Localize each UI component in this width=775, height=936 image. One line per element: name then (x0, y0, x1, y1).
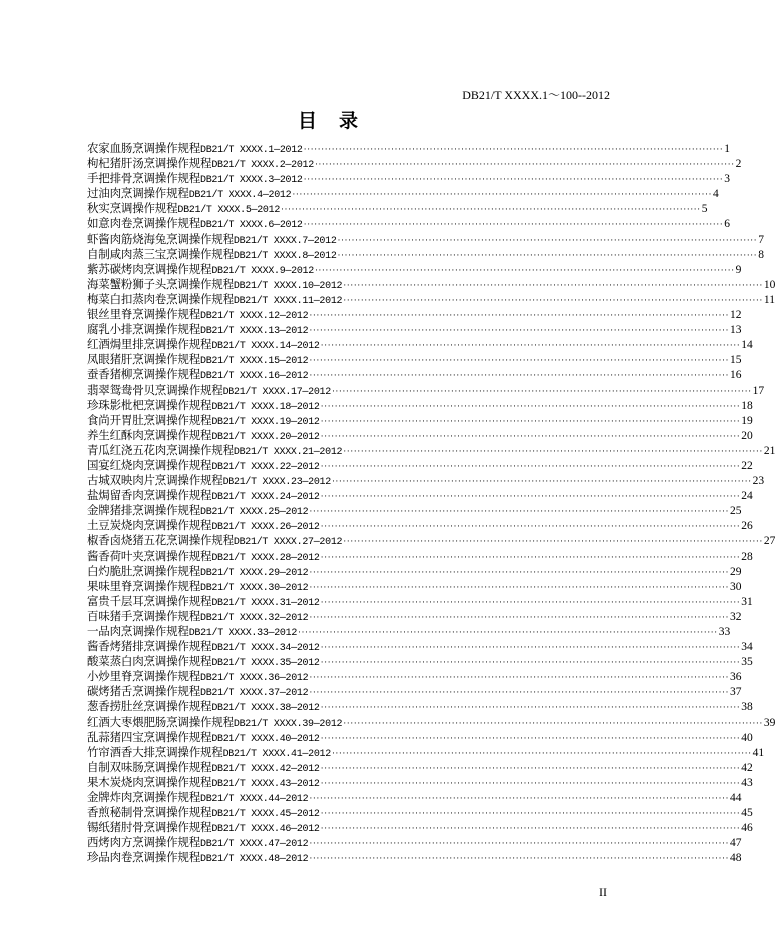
toc-entry-code: DB21/T XXXX.7—2012 (233, 235, 337, 247)
toc-entry-name: 香煎秘制骨烹调操作规程 (87, 805, 212, 820)
toc-entry-name: 翡翠鸳鸯骨贝烹调操作规程 (87, 382, 223, 397)
toc-entry-page: 36 (729, 671, 742, 684)
toc-entry[interactable] (87, 427, 753, 443)
toc-entry[interactable] (87, 352, 742, 368)
toc-entry-code: DB21/T XXXX.31—2012 (211, 597, 320, 609)
toc-entry[interactable] (87, 186, 719, 202)
toc-entry[interactable] (87, 397, 753, 413)
toc-entry[interactable] (87, 533, 775, 549)
toc-entry-page: 29 (729, 565, 742, 578)
toc-entry-name: 盐焗留香肉烹调操作规程 (87, 488, 212, 503)
toc-dot-leader: ························································································································ (309, 506, 729, 517)
toc-entry-code: DB21/T XXXX.27—2012 (233, 537, 343, 549)
toc-dot-leader: ························································································································ (343, 536, 763, 547)
toc-entry-name: 竹帘酒香大排烹调操作规程 (87, 744, 223, 759)
toc-entry-page: 22 (741, 459, 753, 472)
toc-entry-code: DB21/T XXXX.30—2012 (200, 582, 309, 594)
toc-entry-page: 30 (729, 580, 742, 593)
toc-entry-code: DB21/T XXXX.33—2012 (188, 628, 298, 639)
toc-entry-name: 红酒焗里排烹调操作规程 (87, 337, 212, 352)
toc-dot-leader: ························································································································ (320, 415, 741, 426)
toc-entry-code: DB21/T XXXX.35—2012 (211, 658, 320, 670)
toc-dot-leader: ························································································································ (303, 144, 724, 154)
toc-entry-page: 28 (741, 550, 753, 563)
toc-dot-leader: ························································································································ (343, 279, 763, 290)
toc-entry[interactable] (87, 639, 753, 655)
toc-entry-name: 百味猪手烹调操作规程 (87, 608, 200, 623)
toc-entry-code: DB21/T XXXX.41—2012 (222, 748, 331, 760)
toc-entry-name: 如意肉卷烹调操作规程 (87, 216, 200, 231)
toc-dot-leader: ························································································································ (320, 551, 741, 562)
toc-entry-name: 过油肉烹调操作规程 (87, 186, 189, 201)
toc-entry-code: DB21/T XXXX.46—2012 (211, 824, 320, 836)
toc-entry-name: 珍品肉卷烹调操作规程 (87, 850, 200, 865)
toc-entry-page: 32 (729, 610, 742, 623)
toc-entry-code: DB21/T XXXX.5—2012 (177, 205, 281, 217)
toc-entry-name: 锡纸猪肘骨烹调操作规程 (87, 820, 212, 835)
toc-entry[interactable] (87, 382, 765, 398)
toc-entry-page: 12 (729, 309, 742, 322)
toc-entry-name: 红酒大枣煨肥肠烹调操作规程 (87, 714, 234, 729)
toc-entry[interactable] (87, 322, 742, 338)
toc-entry-name: 果木炭烧肉烹调操作规程 (87, 774, 212, 789)
toc-entry-page: 40 (741, 731, 753, 744)
toc-entry-name: 珍珠影枇杷烹调操作规程 (87, 397, 212, 412)
toc-entry-name: 碳烤猪舌烹调操作规程 (87, 684, 200, 699)
toc-entry-page: 41 (752, 746, 765, 759)
toc-entry[interactable] (87, 744, 765, 760)
toc-entry-page: 15 (729, 354, 742, 367)
toc-entry[interactable] (87, 276, 775, 292)
toc-entry-name: 葱香捞肚丝烹调操作规程 (87, 699, 212, 714)
toc-entry-name: 银丝里脊烹调操作规程 (87, 307, 200, 322)
toc-entry-code: DB21/T XXXX.24—2012 (211, 492, 320, 504)
toc-dot-leader: ························································································································ (320, 702, 741, 713)
toc-entry-page: 27 (763, 535, 775, 548)
page-title: 目录 (297, 110, 380, 132)
toc-entry-name: 秋实烹调操作规程 (87, 201, 178, 216)
toc-entry[interactable] (87, 608, 742, 624)
toc-entry[interactable] (87, 291, 775, 307)
toc-entry-code: DB21/T XXXX.8—2012 (233, 250, 337, 262)
toc-entry[interactable] (87, 593, 753, 609)
toc-dot-leader: ························································································································ (320, 491, 741, 502)
toc-dot-leader: ························································································································ (309, 581, 729, 592)
toc-entry[interactable] (87, 835, 742, 851)
toc-dot-leader: ························································································································ (314, 159, 735, 170)
toc-dot-leader: ························································································································ (320, 762, 741, 773)
toc-dot-leader: ························································································································ (309, 370, 729, 381)
toc-entry-code: DB21/T XXXX.2—2012 (211, 160, 314, 172)
toc-entry[interactable] (87, 231, 764, 247)
toc-dot-leader: ························································································································ (309, 672, 729, 683)
toc-entry-page: 2 (735, 158, 742, 171)
toc-entry[interactable] (87, 820, 753, 836)
toc-entry-page: 4 (712, 188, 719, 201)
toc-entry[interactable] (87, 654, 753, 670)
toc-entry-page: 5 (701, 203, 708, 216)
toc-entry-name: 梅菜白扣蒸肉卷烹调操作规程 (87, 291, 234, 306)
toc-entry[interactable] (87, 307, 742, 323)
toc-entry-code: DB21/T XXXX.28—2012 (211, 552, 320, 564)
toc-entry-code: DB21/T XXXX.16—2012 (200, 371, 309, 383)
toc-entry[interactable] (87, 216, 731, 232)
toc-entry-page: 6 (724, 218, 731, 231)
toc-list (87, 141, 775, 866)
toc-entry-code: DB21/T XXXX.34—2012 (211, 643, 320, 655)
toc-dot-leader: ························································································································ (298, 627, 718, 637)
toc-entry[interactable] (87, 261, 742, 277)
toc-dot-leader: ························································································································ (320, 823, 741, 834)
toc-entry-page: 3 (724, 173, 731, 186)
toc-entry-name: 金牌猪排烹调操作规程 (87, 503, 200, 518)
toc-entry-name: 果味里脊烹调操作规程 (87, 578, 200, 593)
toc-entry-code: DB21/T XXXX.25—2012 (200, 507, 309, 519)
toc-entry-code: DB21/T XXXX.18—2012 (211, 401, 320, 413)
toc-entry-page: 18 (741, 399, 753, 412)
toc-entry[interactable] (87, 548, 753, 564)
toc-entry-page: 13 (729, 324, 742, 337)
toc-entry-page: 42 (741, 761, 753, 774)
toc-entry-code: DB21/T XXXX.17—2012 (222, 386, 331, 398)
toc-entry-name: 农家血肠烹调操作规程 (87, 141, 200, 155)
toc-dot-leader: ························································································································ (343, 445, 763, 456)
toc-entry[interactable] (87, 729, 753, 745)
toc-dot-leader: ························································································································ (320, 657, 741, 668)
toc-entry-page: 45 (741, 807, 753, 820)
toc-entry[interactable] (87, 412, 753, 428)
toc-entry[interactable] (87, 805, 753, 821)
toc-dot-leader: ························································································································ (331, 476, 752, 487)
toc-entry-page: 8 (758, 248, 764, 261)
toc-entry-page: 44 (729, 792, 742, 805)
toc-dot-leader: ························································································································ (309, 611, 729, 622)
toc-dot-leader: ························································································································ (320, 430, 741, 441)
toc-entry-code: DB21/T XXXX.40—2012 (211, 733, 320, 745)
toc-entry[interactable] (87, 774, 753, 790)
toc-entry-code: DB21/T XXXX.45—2012 (211, 809, 320, 821)
toc-entry-code: DB21/T XXXX.10—2012 (233, 280, 343, 292)
toc-entry-page: 25 (729, 505, 742, 518)
toc-entry-code: DB21/T XXXX.37—2012 (200, 688, 309, 700)
toc-entry-name: 土豆炭烧肉烹调操作规程 (87, 518, 212, 533)
toc-entry[interactable] (87, 156, 742, 172)
toc-entry-code: DB21/T XXXX.47—2012 (200, 839, 309, 851)
toc-entry[interactable] (87, 457, 753, 473)
toc-dot-leader: ························································································································ (309, 853, 729, 864)
toc-entry[interactable] (87, 684, 742, 700)
toc-entry-code: DB21/T XXXX.9—2012 (211, 265, 314, 277)
toc-entry-name: 小炒里脊烹调操作规程 (87, 669, 200, 684)
toc-entry[interactable] (87, 503, 742, 519)
toc-entry[interactable] (87, 624, 731, 639)
toc-entry-code: DB21/T XXXX.43—2012 (211, 778, 320, 790)
toc-entry-page: 26 (741, 520, 753, 533)
toc-dot-leader: ························································································································ (320, 460, 741, 471)
toc-entry-code: DB21/T XXXX.3—2012 (200, 175, 303, 187)
toc-entry-code: DB21/T XXXX.21—2012 (233, 446, 343, 458)
toc-entry-code: DB21/T XXXX.26—2012 (211, 522, 320, 534)
toc-dot-leader: ························································································································ (309, 566, 729, 577)
toc-entry-code: DB21/T XXXX.20—2012 (211, 431, 320, 443)
toc-entry-code: DB21/T XXXX.6—2012 (200, 220, 303, 232)
toc-entry-page: 31 (741, 595, 753, 608)
toc-entry-page: 9 (735, 263, 742, 276)
toc-entry[interactable] (87, 201, 708, 217)
toc-entry-code: DB21/T XXXX.29—2012 (200, 567, 309, 579)
toc-entry[interactable] (87, 563, 742, 579)
toc-dot-leader: ························································································································ (309, 838, 729, 849)
toc-entry-code: DB21/T XXXX.19—2012 (211, 416, 320, 428)
toc-entry-name: 自制咸肉蒸三宝烹调操作规程 (87, 246, 234, 261)
toc-entry-name: 古城双映肉片烹调操作规程 (87, 473, 223, 488)
toc-entry[interactable] (87, 337, 753, 353)
toc-entry[interactable] (87, 171, 731, 187)
toc-entry-name: 虾酱肉筋烧海兔烹调操作规程 (87, 231, 234, 246)
toc-dot-leader: ························································································································ (309, 325, 729, 336)
toc-entry-page: 47 (729, 837, 742, 850)
toc-entry-page: 20 (741, 429, 753, 442)
toc-entry-name: 养生红酥肉烹调操作规程 (87, 427, 212, 442)
toc-entry-name: 青瓜红浇五花肉烹调操作规程 (87, 442, 234, 457)
toc-entry[interactable] (87, 578, 742, 594)
toc-entry-page: 14 (741, 339, 753, 352)
toc-dot-leader: ························································································································ (331, 747, 752, 758)
toc-dot-leader: ························································································································ (303, 174, 724, 185)
toc-entry-name: 海菜蟹粉狮子头烹调操作规程 (87, 276, 234, 291)
toc-entry[interactable] (87, 518, 753, 534)
toc-entry-page: 1 (724, 143, 731, 155)
toc-entry-code: DB21/T XXXX.39—2012 (233, 718, 343, 730)
toc-dot-leader: ························································································································ (303, 219, 724, 230)
toc-dot-leader: ························································································································ (320, 521, 741, 532)
toc-entry-page: 23 (752, 475, 765, 488)
toc-entry-name: 椒香卤烧猪五花烹调操作规程 (87, 533, 234, 548)
toc-entry[interactable] (87, 699, 753, 715)
toc-entry-page: 10 (763, 278, 775, 291)
toc-entry-code: DB21/T XXXX.14—2012 (211, 341, 320, 353)
toc-entry-name: 一品肉烹调操作规程 (87, 624, 189, 638)
toc-entry-page: 46 (741, 822, 753, 835)
toc-dot-leader: ························································································································ (337, 249, 758, 260)
toc-dot-leader: ························································································································ (320, 340, 741, 351)
toc-entry-code: DB21/T XXXX.36—2012 (200, 673, 309, 685)
toc-entry-name: 国宴红烧肉烹调操作规程 (87, 457, 212, 472)
toc-entry-page: 38 (741, 701, 753, 714)
toc-entry-name: 富贵千层耳烹调操作规程 (87, 593, 212, 608)
toc-dot-leader: ························································································································ (320, 642, 741, 653)
toc-entry-name: 食尚开胃肚烹调操作规程 (87, 412, 212, 427)
toc-dot-leader: ························································································································ (309, 310, 729, 321)
toc-entry-code: DB21/T XXXX.32—2012 (200, 612, 309, 624)
toc-entry-name: 西烤肉方烹调操作规程 (87, 835, 200, 850)
page-number: II (599, 885, 607, 899)
toc-entry[interactable] (87, 759, 753, 775)
toc-entry-page: 17 (752, 384, 765, 397)
toc-entry-page: 37 (729, 686, 742, 699)
toc-entry-name: 自制双味肠烹调操作规程 (87, 759, 212, 774)
toc-entry[interactable] (87, 669, 742, 685)
toc-entry-code: DB21/T XXXX.42—2012 (211, 763, 320, 775)
toc-entry[interactable] (87, 442, 775, 458)
toc-dot-leader: ························································································································ (343, 294, 763, 305)
standard-header: DB21/T XXXX.1～100--2012 (462, 88, 610, 102)
toc-entry-name: 白灼脆肚烹调操作规程 (87, 563, 200, 578)
toc-entry-name: 腐乳小排烹调操作规程 (87, 322, 200, 337)
toc-entry[interactable] (87, 850, 742, 866)
toc-entry[interactable] (87, 367, 742, 383)
toc-dot-leader: ························································································································ (309, 793, 729, 804)
toc-entry-code: DB21/T XXXX.48—2012 (200, 854, 309, 866)
toc-dot-leader: ························································································································ (320, 596, 741, 607)
toc-entry-code: DB21/T XXXX.13—2012 (200, 326, 309, 338)
toc-entry-name: 手把排骨烹调操作规程 (87, 171, 200, 186)
toc-entry-page: 11 (763, 293, 775, 306)
toc-entry-name: 酱香荷叶夹烹调操作规程 (87, 548, 212, 563)
toc-entry-name: 枸杞猪肝汤烹调操作规程 (87, 156, 212, 171)
toc-entry[interactable] (87, 473, 765, 489)
toc-dot-leader: ························································································································ (309, 687, 729, 698)
toc-entry-page: 24 (741, 490, 753, 503)
toc-entry-name: 蚕香猪柳烹调操作规程 (87, 367, 200, 382)
toc-entry-page: 48 (729, 852, 742, 865)
toc-entry-code: DB21/T XXXX.12—2012 (200, 311, 309, 323)
toc-entry-code: DB21/T XXXX.15—2012 (200, 356, 309, 368)
toc-dot-leader: ························································································································ (292, 189, 712, 200)
toc-entry-page: 33 (718, 626, 731, 638)
toc-dot-leader: ························································································································ (337, 234, 758, 245)
toc-entry[interactable] (87, 714, 775, 730)
toc-entry-page: 34 (741, 641, 753, 654)
toc-dot-leader: ························································································································ (320, 808, 741, 819)
toc-dot-leader: ························································································································ (281, 204, 701, 215)
toc-entry-code: DB21/T XXXX.1—2012 (200, 145, 303, 156)
toc-entry-name: 酱香烤猪排烹调操作规程 (87, 639, 212, 654)
toc-entry-code: DB21/T XXXX.4—2012 (188, 190, 292, 202)
toc-entry-name: 乱蒜猪四宝烹调操作规程 (87, 729, 212, 744)
toc-entry-page: 16 (729, 369, 742, 382)
toc-entry[interactable] (87, 141, 731, 156)
toc-dot-leader: ························································································································ (320, 400, 741, 411)
toc-dot-leader: ························································································································ (343, 717, 763, 728)
toc-dot-leader: ························································································································ (320, 777, 741, 788)
toc-dot-leader: ························································································································ (314, 264, 735, 275)
toc-entry-code: DB21/T XXXX.44—2012 (200, 794, 309, 806)
toc-entry-name: 酸菜蒸白肉烹调操作规程 (87, 654, 212, 669)
toc-dot-leader: ························································································································ (331, 385, 752, 396)
toc-entry-code: DB21/T XXXX.38—2012 (211, 703, 320, 715)
toc-entry[interactable] (87, 488, 753, 504)
toc-entry[interactable] (87, 246, 764, 262)
toc-entry-code: DB21/T XXXX.11—2012 (233, 295, 343, 307)
toc-entry-code: DB21/T XXXX.23—2012 (222, 477, 331, 489)
toc-entry-page: 19 (741, 414, 753, 427)
toc-entry-name: 紫苏碳烤肉烹调操作规程 (87, 261, 212, 276)
toc-entry-name: 凤眼猪肝烹调操作规程 (87, 352, 200, 367)
toc-entry-page: 43 (741, 776, 753, 789)
toc-dot-leader: ························································································································ (320, 732, 741, 743)
toc-entry[interactable] (87, 790, 742, 806)
toc-entry-page: 21 (763, 444, 775, 457)
toc-entry-page: 39 (763, 716, 775, 729)
toc-entry-code: DB21/T XXXX.22—2012 (211, 461, 320, 473)
toc-entry-page: 7 (758, 233, 764, 246)
toc-entry-name: 金牌炸肉烹调操作规程 (87, 790, 200, 805)
toc-dot-leader: ························································································································ (309, 355, 729, 366)
toc-entry-page: 35 (741, 656, 753, 669)
